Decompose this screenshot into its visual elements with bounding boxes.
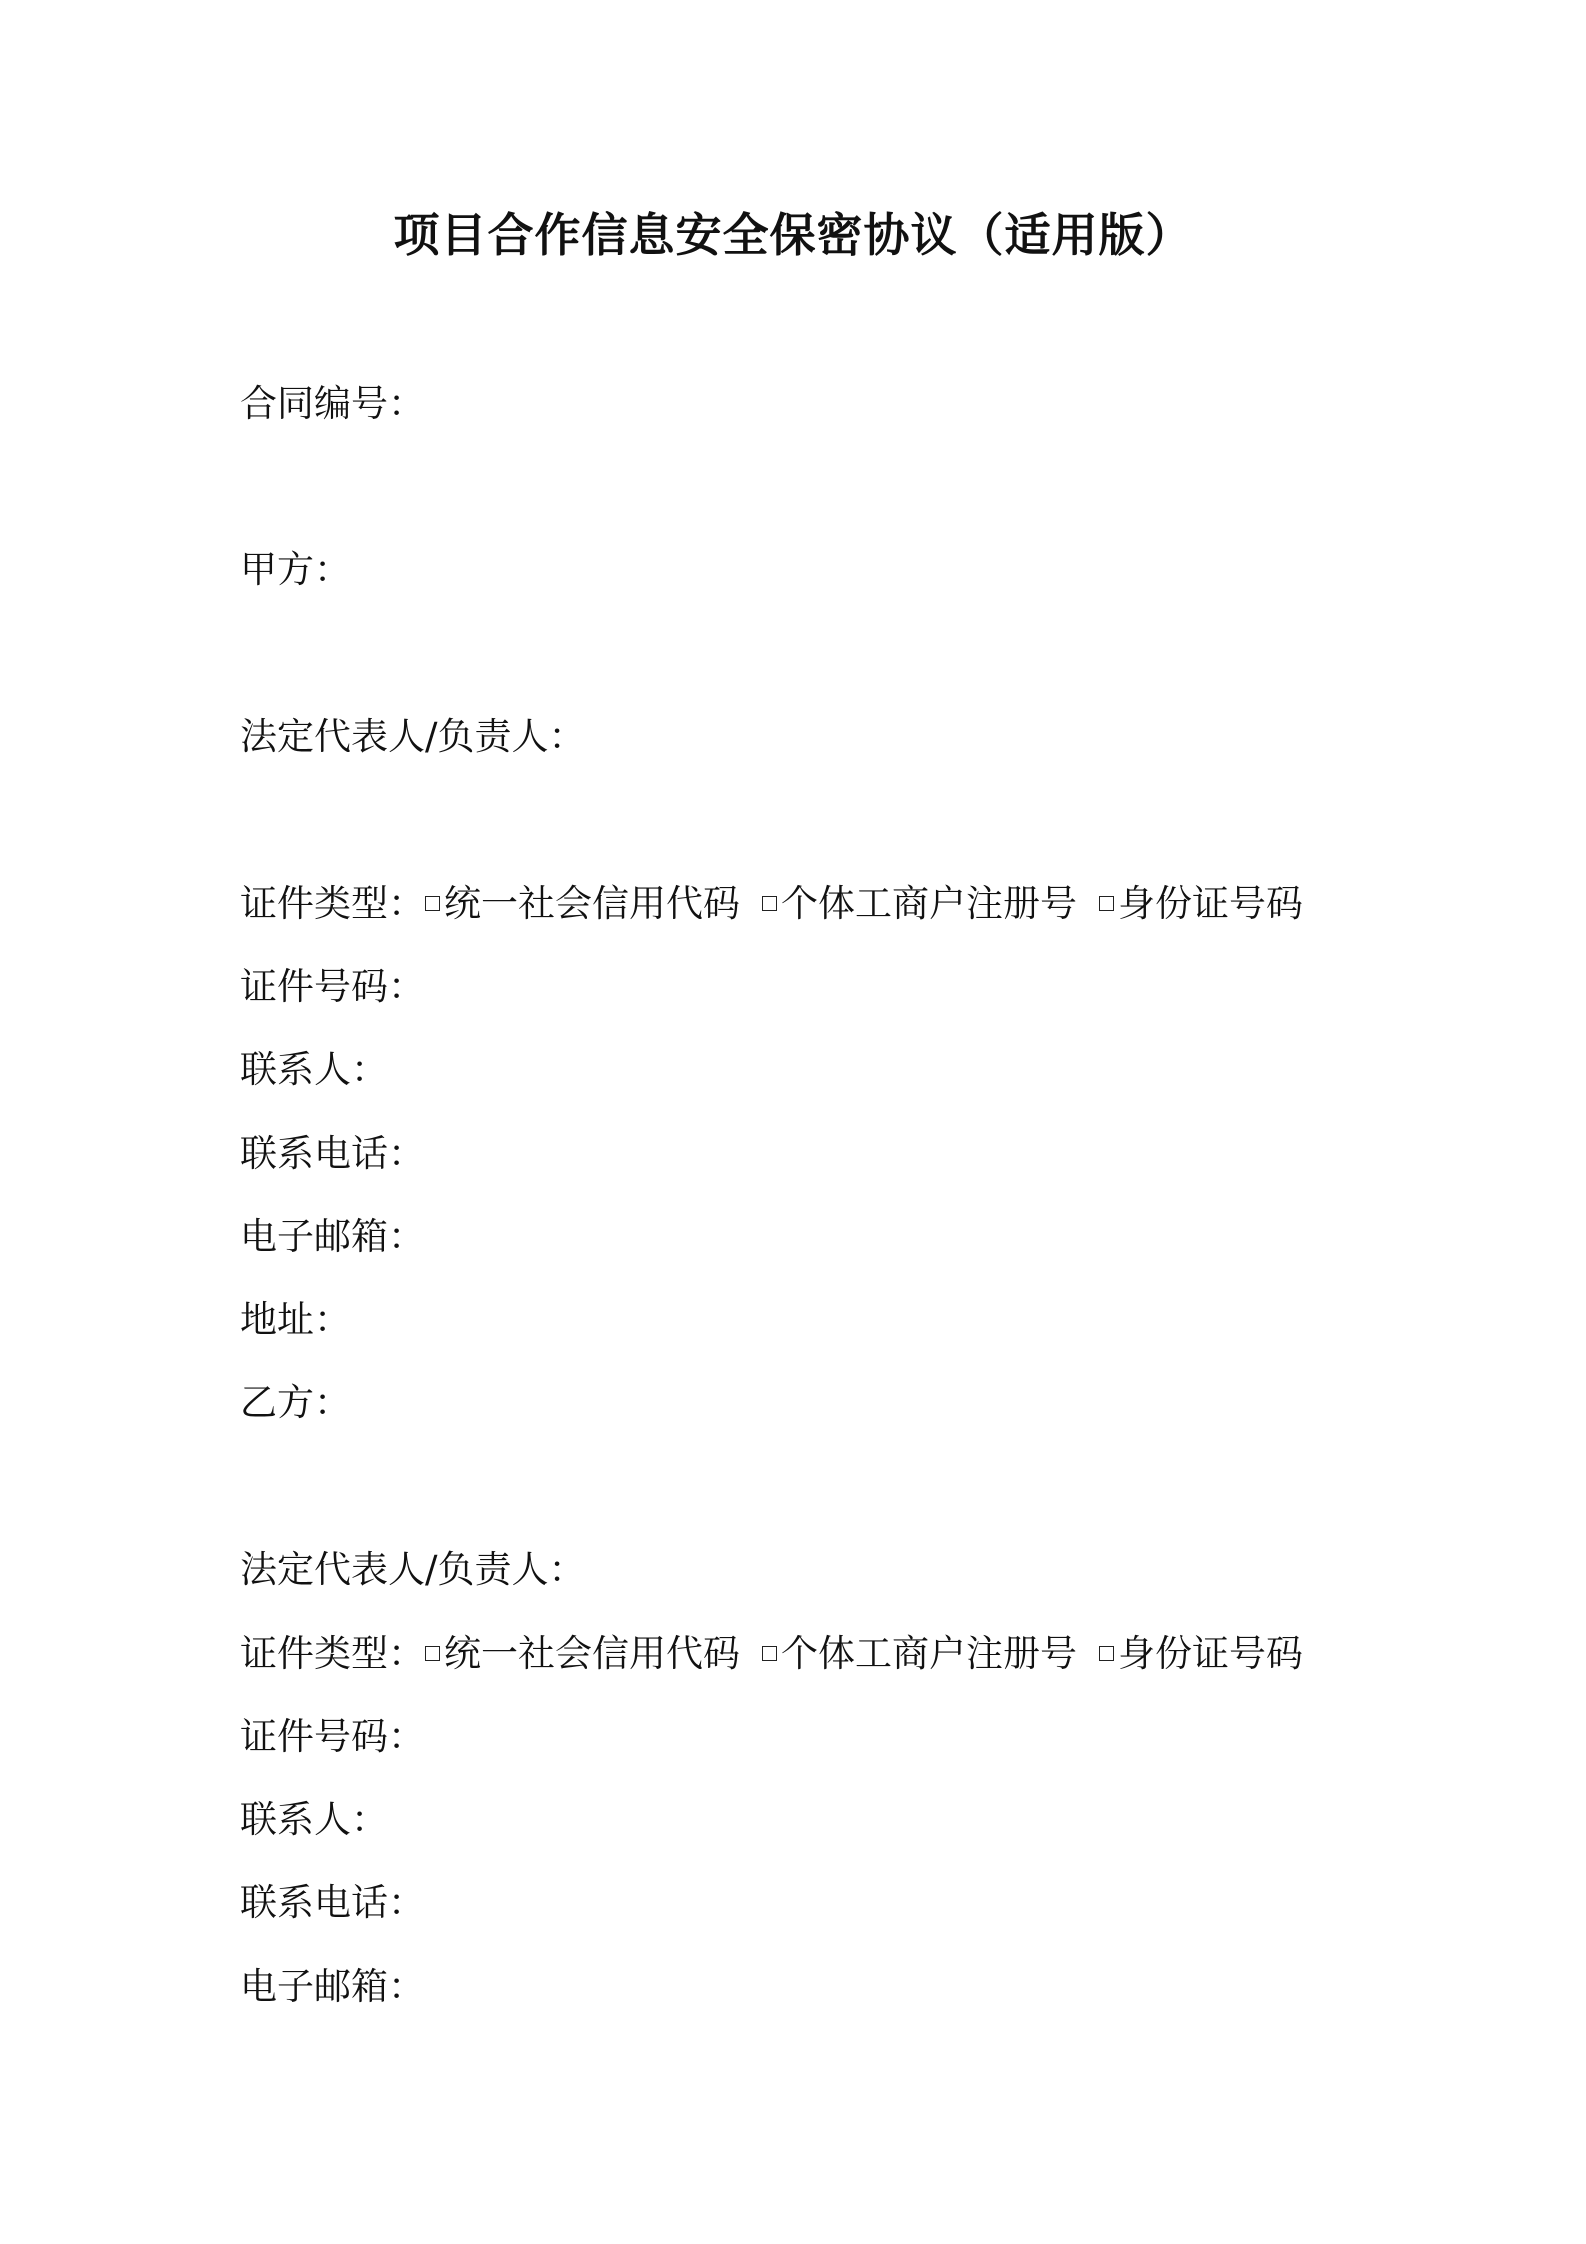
checkbox-icon[interactable] [425, 1646, 440, 1661]
party-a-representative-label: 法定代表人/负责人： [240, 715, 586, 758]
checkbox-icon[interactable] [425, 896, 440, 911]
contract-number-label: 合同编号： [240, 382, 425, 425]
option-label: 个体工商户注册号 [781, 1632, 1077, 1675]
party-b-email-label: 电子邮箱： [240, 1965, 425, 2008]
party-b-id-type-option-id-card[interactable] [1099, 1626, 1303, 1682]
party-b-label: 乙方： [240, 1381, 351, 1424]
party-a-address-label: 地址： [240, 1298, 351, 1341]
party-a-id-type-row [240, 876, 1303, 932]
option-label: 身份证号码 [1118, 1632, 1303, 1675]
party-b-phone-label: 联系电话： [240, 1881, 425, 1924]
party-a-id-type-option-credit-code[interactable] [425, 876, 740, 932]
party-a-id-number-label: 证件号码： [240, 965, 425, 1008]
party-a-id-type-option-business-reg[interactable] [762, 876, 1077, 932]
checkbox-icon[interactable] [1099, 896, 1114, 911]
party-a-label: 甲方： [240, 548, 351, 591]
checkbox-icon[interactable] [1099, 1646, 1114, 1661]
party-b-id-type-option-credit-code[interactable] [425, 1626, 740, 1682]
party-b-representative-label: 法定代表人/负责人： [240, 1548, 586, 1591]
party-a-id-type-option-id-card[interactable] [1099, 876, 1303, 932]
party-a-phone-label: 联系电话： [240, 1132, 425, 1175]
option-label: 统一社会信用代码 [444, 882, 740, 925]
party-b-contact-label: 联系人： [240, 1798, 388, 1841]
party-b-id-type-row [240, 1626, 1303, 1682]
checkbox-icon[interactable] [762, 1646, 777, 1661]
party-a-contact-label: 联系人： [240, 1048, 388, 1091]
option-label: 统一社会信用代码 [444, 1632, 740, 1675]
party-b-id-type-label: 证件类型： [240, 1632, 425, 1675]
document-title: 项目合作信息安全保密协议（适用版） [393, 208, 1193, 262]
party-a-email-label: 电子邮箱： [240, 1215, 425, 1258]
option-label: 身份证号码 [1118, 882, 1303, 925]
party-b-id-type-option-business-reg[interactable] [762, 1626, 1077, 1682]
party-a-id-type-label: 证件类型： [240, 882, 425, 925]
option-label: 个体工商户注册号 [781, 882, 1077, 925]
party-b-id-number-label: 证件号码： [240, 1715, 425, 1758]
checkbox-icon[interactable] [762, 896, 777, 911]
